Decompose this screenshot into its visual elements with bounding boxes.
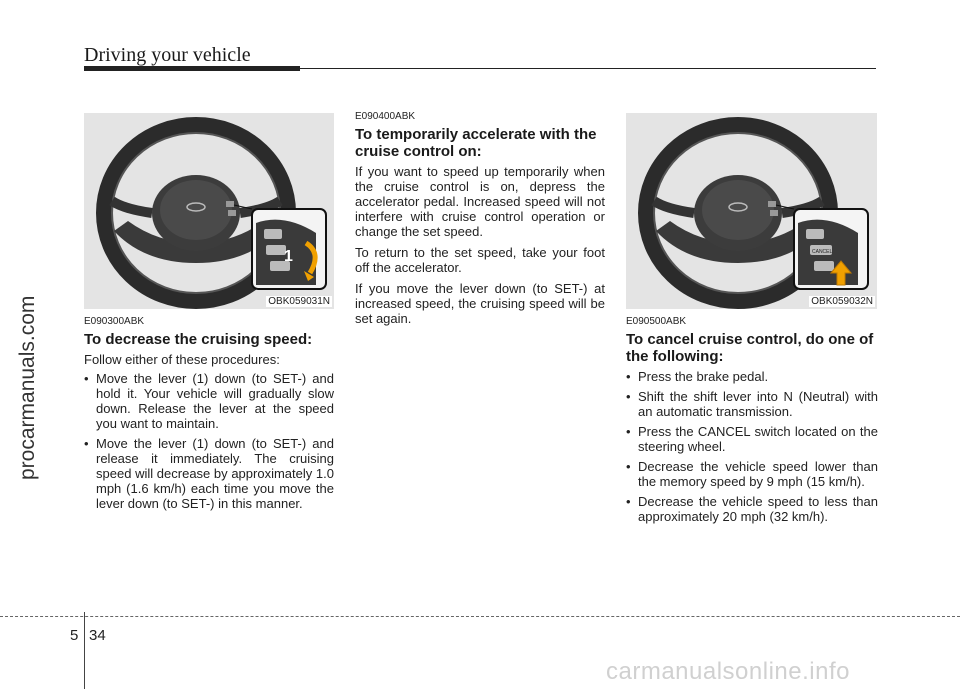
image-code-label: OBK059031N: [268, 296, 330, 307]
list-item: • Press the CANCEL switch located on the steering wheel.: [626, 424, 878, 454]
list-item: • Decrease the vehicle speed to less than approximately 20 mph (32 km/h).: [626, 494, 878, 524]
bullet-list: [84, 371, 334, 511]
steering-wheel-illustration: [626, 113, 877, 309]
bullet-list: [626, 369, 878, 524]
section-code: E090400ABK: [355, 111, 416, 122]
image-code-label: OBK059032N: [811, 296, 873, 307]
list-item: • Move the lever (1) down (to SET-) and hold it. Your vehicle will gradually slow down. Release the lever at the speed you want to maintain.: [84, 371, 334, 431]
page-number: 34: [89, 627, 106, 644]
footer-rule: [0, 616, 960, 617]
steering-wheel-image-decrease: [84, 113, 334, 309]
footer-site-watermark: carmanualsonline.info: [606, 658, 850, 685]
list-item: • Shift the shift lever into N (Neutral) with an automatic transmission.: [626, 389, 878, 419]
paragraph: If you move the lever down (to SET-) at increased speed, the cruising speed will be set again.: [355, 281, 605, 326]
side-watermark: procarmanuals.com: [16, 295, 39, 480]
lever-callout-number: 1: [284, 248, 293, 265]
page-header-title: Driving your vehicle: [84, 44, 251, 66]
list-item: • Decrease the vehicle speed lower than the memory speed by 9 mph (15 km/h).: [626, 459, 878, 489]
paragraph: To return to the set speed, take your foot off the accelerator.: [355, 245, 605, 275]
section-heading-decrease: To decrease the cruising speed:: [84, 331, 313, 348]
section-heading-accelerate: To temporarily accelerate with the cruise control on:: [355, 126, 597, 160]
section-body-decrease: [84, 352, 334, 516]
list-item: • Press the brake pedal.: [626, 369, 878, 384]
section-number: 5: [70, 627, 79, 644]
section-body-accelerate: [355, 164, 605, 332]
header-rule-thick: [84, 66, 300, 71]
section-body-cancel: [626, 369, 878, 529]
footer-divider: [84, 612, 85, 689]
paragraph: If you want to speed up temporarily when the cruise control is on, depress the accelerator pedal. Increased speed will not interfere with cruise control operation or change the set speed.: [355, 164, 605, 239]
list-item: • Move the lever (1) down (to SET-) and release it immediately. The cruising speed will decrease by approximately 1.0 mph (1.6 km/h) each time you move the lever down (to SET-) in this manner.: [84, 436, 334, 511]
cancel-switch-label: CANCEL: [812, 249, 833, 255]
steering-wheel-illustration: [84, 113, 334, 309]
header-rule-thin: [300, 68, 876, 69]
section-code: E090300ABK: [84, 316, 145, 327]
section-heading-cancel: To cancel cruise control, do one of the following:: [626, 331, 874, 365]
section-code: E090500ABK: [626, 316, 687, 327]
steering-wheel-image-cancel: [626, 113, 877, 309]
intro-text: Follow either of these procedures:: [84, 352, 280, 367]
